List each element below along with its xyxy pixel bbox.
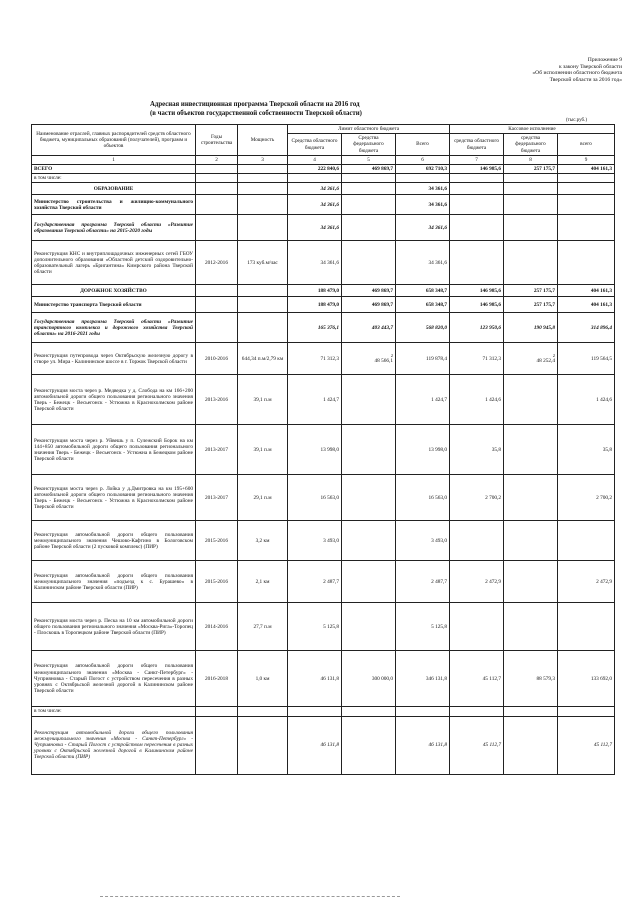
row-name: Реконструкция автомобильной дороги общего пользования межмуниципального значения «Москва - Санкт-Петербург» - Чуприяновка - Старый Погост с устройством пересечения в разных уровнях с Октябрьской железной дорогой в Калининском районе Тверской области [32, 651, 196, 707]
appendix-note [452, 57, 622, 83]
table-row-including [32, 174, 615, 183]
cell-years: 2015-2016 [196, 521, 238, 561]
table-row-object [32, 651, 615, 707]
cell-cash-total: 2 700,2 [558, 475, 615, 521]
cell-years: 2014-2016 [196, 603, 238, 651]
cell-limit-regional: 13 998,0 [288, 425, 342, 475]
header-limit-regional: Средства областного бюджета [288, 134, 342, 156]
cell-years: 2010-2016 [196, 343, 238, 375]
cell-cash-federal: 257 175,7 [504, 165, 558, 174]
row-name: в том числе: [32, 174, 196, 183]
cell-years: 2013-2017 [196, 425, 238, 475]
cell-cash-total: 1 424,6 [558, 375, 615, 425]
cell-limit-regional: 34 361,6 [288, 241, 342, 285]
cell-cash-federal: 257 175,7 [504, 297, 558, 313]
column-number: 1 [32, 155, 196, 164]
cell-cash-regional: 71 312,3 [450, 343, 504, 375]
cell-value: 48 252,4 [536, 358, 555, 365]
row-name: Министерство транспорта Тверской области [32, 297, 196, 313]
row-name: ДОРОЖНОЕ ХОЗЯЙСТВО [32, 285, 196, 297]
row-name: Государственная программа Тверской области «Развитие транспортного комплекса и дорожного хозяйства Тверской области» на 2016-2021 годы [32, 313, 196, 343]
cell-cash-federal [504, 343, 558, 375]
row-name: ВСЕГО [32, 165, 196, 174]
title-line-1: Адресная инвестиционная программа Тверской области на 2016 год [150, 101, 360, 108]
cell-years: 2015-2016 [196, 561, 238, 603]
header-cash-total: всего [558, 134, 615, 156]
cell-cash-regional: 2 700,2 [450, 475, 504, 521]
appendix-line: Тверской области за 2016 год» [549, 76, 622, 83]
column-number: 2 [196, 155, 238, 164]
cell-years: 2016-2018 [196, 651, 238, 707]
cell-cash-regional: 45 112,7 [450, 651, 504, 707]
cell-years: 2013-2016 [196, 375, 238, 425]
cell-limit-total: 692 710,3 [396, 165, 450, 174]
column-number: 9 [558, 155, 615, 164]
table-row-object [32, 343, 615, 375]
cell-cash-regional: 45 112,7 [450, 716, 504, 774]
cell-limit-total: 568 820,0 [396, 313, 450, 343]
cell-years: 2012-2016 [196, 241, 238, 285]
cell-limit-total: 34 361,6 [396, 241, 450, 285]
row-name: Реконструкция автомобильной дороги общего пользования межмуниципального значения Чешово-Кафтино в Бологовском районе Тверской области (2 пусковой комплекс) (ПИР) [32, 521, 196, 561]
cell-limit-total: 2 487,7 [396, 561, 450, 603]
appendix-line: «Об исполнении областного бюджета [532, 70, 622, 77]
cell-limit-regional: 188 479,0 [288, 297, 342, 313]
cell-capacity: 3,2 км [238, 521, 288, 561]
cell-limit-regional: 5 125,8 [288, 603, 342, 651]
table-row-total [32, 165, 615, 174]
cell-limit-federal [342, 343, 396, 375]
column-number: 5 [342, 155, 396, 164]
row-name: Реконструкция моста через р. Уйвешь у п. Сулежский Борок на км 144+850 автомобильной дороги общего пользования регионального значения Тверь - Бежецк - Весьегонск - Устюжна в Бежецком районе Тверской области [32, 425, 196, 475]
row-name: Реконструкция моста через р. Медведка у д. Слобода на км 166+200 автомобильной дороги общего пользования регионального значения Тверь - Бежецк - Весьегонск - Устюжна в Краснохолмском районе Тверской области [32, 375, 196, 425]
header-limit-federal: Средства федерального бюджета [342, 134, 396, 156]
cell-cash-regional: 2 472,9 [450, 561, 504, 603]
footnote-mark: 2 [390, 353, 393, 359]
table-row-object [32, 603, 615, 651]
column-number: 3 [238, 155, 288, 164]
appendix-line: Приложение 9 [587, 57, 622, 63]
title-line-2: (в части объектов государственной собственности Тверской области) [150, 109, 362, 117]
row-name: Реконструкция автомобильной дороги общего пользования межмуниципального значения «Москва - Санкт-Петербург» - Чуприяновка - Старый Погост с устройством пересечения в разных уровнях с Октябрьской железной дорогой в Калининском районе Тверской области (ПИР) [32, 716, 196, 774]
cell-limit-regional: 46 131,8 [288, 651, 342, 707]
table-row-including [32, 707, 615, 716]
cell-cash-regional: 146 985,6 [450, 297, 504, 313]
cell-limit-total: 119 878,4 [396, 343, 450, 375]
cell-capacity: 27,7 п.м [238, 603, 288, 651]
table-row-object [32, 521, 615, 561]
cell-cash-federal: 88 579,3 [504, 651, 558, 707]
cell-limit-regional: 222 840,6 [288, 165, 342, 174]
cell-cash-regional: 123 950,6 [450, 313, 504, 343]
cell-limit-regional: 188 479,0 [288, 285, 342, 297]
cell-limit-total: 5 125,8 [396, 603, 450, 651]
column-number: 4 [288, 155, 342, 164]
cell-cash-total: 404 161,3 [558, 165, 615, 174]
column-number: 7 [450, 155, 504, 164]
header-limit-group: Лимит областного бюджета [288, 125, 450, 134]
cell-cash-total: 2 472,9 [558, 561, 615, 603]
cell-limit-total: 16 563,0 [396, 475, 450, 521]
cell-limit-regional: 2 487,7 [288, 561, 342, 603]
header-name: Наименование отраслей, главных распорядителей средств областного бюджета, муниципальных образований (получателей), программ и объектов [32, 125, 196, 156]
footnote-mark: 2 [552, 353, 555, 359]
cell-capacity: 39,1 п.м [238, 375, 288, 425]
cell-cash-federal: 257 175,7 [504, 285, 558, 297]
cell-limit-total: 34 361,6 [396, 183, 450, 195]
table-row-program [32, 215, 615, 241]
header-cash-regional: средства областного бюджета [450, 134, 504, 156]
column-number: 8 [504, 155, 558, 164]
appendix-line: к закону Тверской области [558, 63, 622, 70]
cell-limit-regional: 34 361,6 [288, 195, 342, 215]
row-name: Реконструкция КНС и внутриплощадочных инженерных сетей ГБОУ дополнительного образования «Областной детский оздоровительно-образовательный лагерь «Бригантина» Кимрского района Тверской области [32, 241, 196, 285]
cell-capacity: 39,1 п.м [238, 425, 288, 475]
cell-limit-regional: 71 312,3 [288, 343, 342, 375]
header-limit-total: Всего [396, 134, 450, 156]
table-row-object [32, 716, 615, 774]
cell-capacity: 1,0 км [238, 651, 288, 707]
cell-cash-regional: 146 985,6 [450, 165, 504, 174]
cell-limit-total: 3 493,0 [396, 521, 450, 561]
table-row-education [32, 183, 615, 195]
table-row-object [32, 425, 615, 475]
cell-limit-regional: 16 563,0 [288, 475, 342, 521]
table-row-ministry [32, 195, 615, 215]
cell-limit-regional: 34 361,6 [288, 183, 342, 195]
cell-cash-regional: 146 985,6 [450, 285, 504, 297]
cell-limit-total: 46 131,8 [396, 716, 450, 774]
header-capacity: Мощность [238, 125, 288, 156]
cell-years: 2013-2017 [196, 475, 238, 521]
row-name: Реконструкция моста через р. Песка на 10 км автомобильной дороги общего пользования регионального значения «Москва-Рига»-Торопец - Плоскошь в Торопецком районе Тверской области (ПИР) [32, 603, 196, 651]
row-name: ОБРАЗОВАНИЕ [32, 183, 196, 195]
column-number: 6 [396, 155, 450, 164]
cell-cash-total: 404 161,3 [558, 285, 615, 297]
header-years: Годы строительства [196, 125, 238, 156]
cell-limit-federal: 469 869,7 [342, 297, 396, 313]
page-bottom-divider [100, 896, 400, 898]
table-row-object [32, 375, 615, 425]
table-row-program [32, 313, 615, 343]
cell-cash-federal: 190 945,8 [504, 313, 558, 343]
column-numbers-row [32, 155, 615, 164]
table-row-object [32, 241, 615, 285]
cell-cash-total: 404 161,3 [558, 297, 615, 313]
cell-cash-total: 133 692,0 [558, 651, 615, 707]
cell-cash-regional: 35,8 [450, 425, 504, 475]
row-name: Министерство строительства и жилищно-коммунального хозяйства Тверской области [32, 195, 196, 215]
cell-limit-total: 658 348,7 [396, 297, 450, 313]
cell-limit-total: 1 424,7 [396, 375, 450, 425]
cell-cash-total: 45 112,7 [558, 716, 615, 774]
cell-limit-total: 34 361,6 [396, 195, 450, 215]
row-name: Реконструкция путепровода через Октябрьскую железную дорогу в створе ул. Мира - Калининское шоссе в г. Торжок Тверской области [32, 343, 196, 375]
table-row-roads [32, 285, 615, 297]
header-cash-federal: средства федерального бюджета [504, 134, 558, 156]
cell-limit-federal: 469 869,7 [342, 165, 396, 174]
row-name: Реконструкция моста через р. Лойка у д.Дмитровка на км 195+600 автомобильной дороги общего пользования регионального значения Тверь - Бежецк - Весьегонск - Устюжна в Краснохолмском районе Тверской области [32, 475, 196, 521]
cell-cash-total: 35,8 [558, 425, 615, 475]
header-cash-group: Кассовое исполнение [450, 125, 615, 134]
cell-limit-regional: 3 493,0 [288, 521, 342, 561]
cell-limit-regional: 46 131,8 [288, 716, 342, 774]
cell-capacity: 644,34 п.м/2,79 км [238, 343, 288, 375]
cell-limit-regional: 34 361,6 [288, 215, 342, 241]
cell-capacity: 29,1 п.м [238, 475, 288, 521]
cell-limit-total: 13 998,0 [396, 425, 450, 475]
cell-cash-total: 314 896,4 [558, 313, 615, 343]
unit-label: (тыс.руб.) [566, 118, 588, 123]
cell-cash-regional: 1 424,6 [450, 375, 504, 425]
cell-capacity: 173 куб.м/час [238, 241, 288, 285]
cell-limit-regional: 165 376,1 [288, 313, 342, 343]
table-row-object [32, 475, 615, 521]
cell-limit-total: 34 361,6 [396, 215, 450, 241]
cell-capacity: 2,1 км [238, 561, 288, 603]
row-name: Реконструкция автомобильной дороги общего пользования межмуниципального значения «подъезд к с. Бурашево» в Калининском районе Тверской области (ПИР) [32, 561, 196, 603]
row-name: Государственная программа Тверской области «Развитие образования Тверской области» на 2015-2020 годы [32, 215, 196, 241]
cell-limit-federal: 403 443,7 [342, 313, 396, 343]
table-row-object [32, 561, 615, 603]
table-row-ministry [32, 297, 615, 313]
row-name: в том числе: [32, 707, 196, 716]
cell-limit-total: 346 131,8 [396, 651, 450, 707]
cell-value: 48 566,1 [374, 358, 393, 365]
investment-program-table [31, 124, 615, 775]
document-title [150, 101, 450, 118]
cell-limit-total: 658 348,7 [396, 285, 450, 297]
cell-limit-federal: 469 869,7 [342, 285, 396, 297]
cell-cash-total: 119 564,5 [558, 343, 615, 375]
cell-limit-federal: 300 000,0 [342, 651, 396, 707]
cell-limit-regional: 1 424,7 [288, 375, 342, 425]
